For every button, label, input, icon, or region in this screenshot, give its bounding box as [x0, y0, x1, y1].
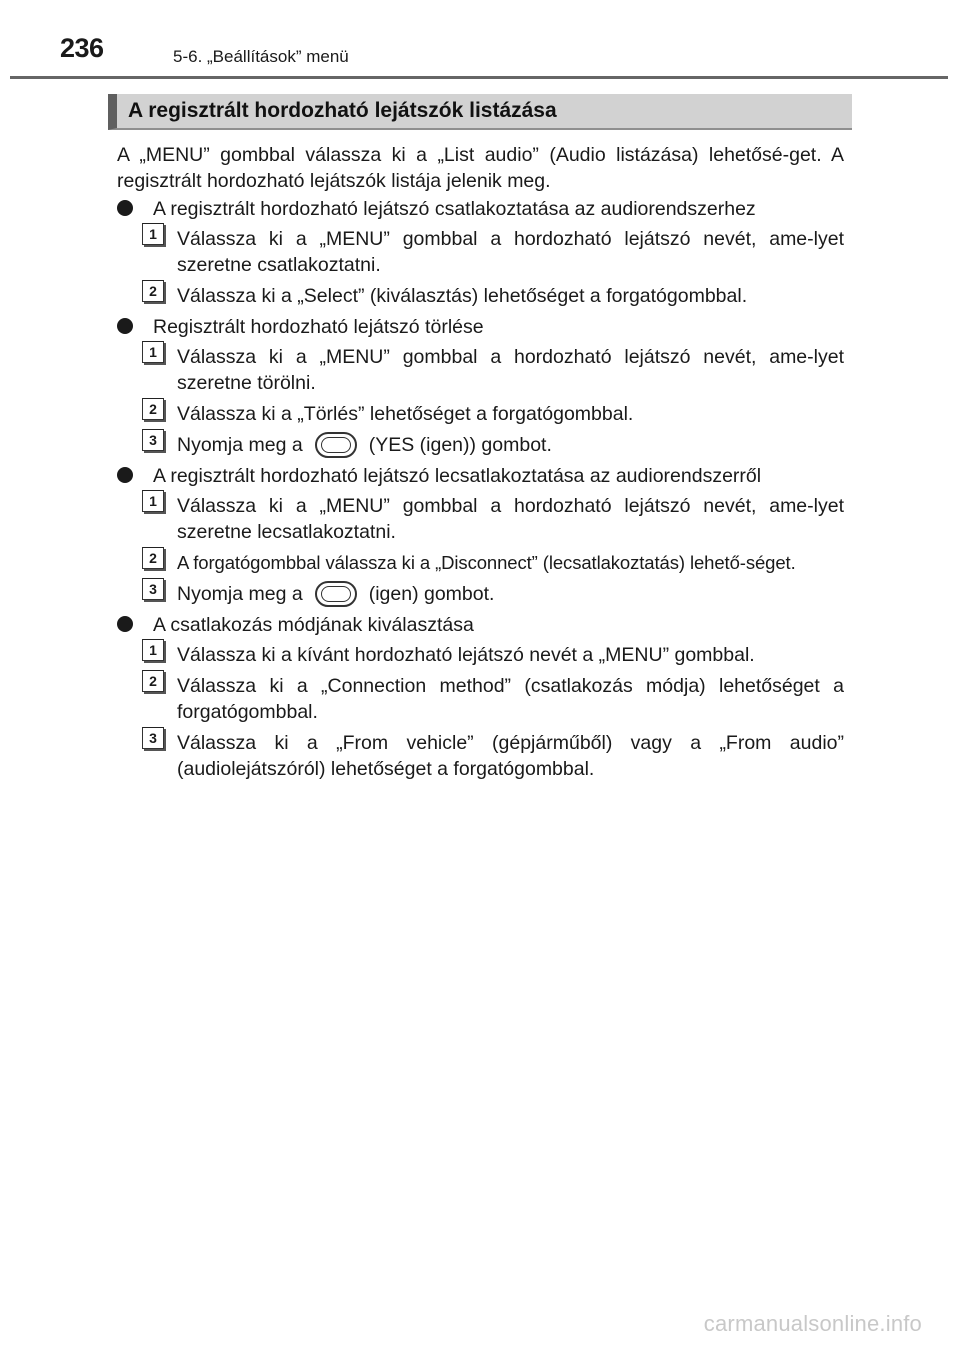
chapter-title: 5-6. „Beállítások” menü: [173, 47, 349, 66]
step: [117, 283, 844, 309]
content: [117, 142, 844, 787]
step-text: [177, 581, 844, 607]
step-number: 2: [142, 398, 164, 420]
step: [117, 344, 844, 396]
procedure-connection-method: [117, 612, 844, 782]
step: [117, 401, 844, 427]
step: [117, 493, 844, 545]
step-number: 1: [142, 341, 164, 363]
step-number: 3: [142, 578, 164, 600]
step: [117, 673, 844, 725]
watermark: carmanualsonline.info: [703, 1311, 922, 1336]
step-text: Válassza ki a „Törlés” lehetőséget a forgatógombbal.: [177, 403, 634, 425]
yes-button-icon: [315, 581, 357, 607]
yes-button-icon: [315, 432, 357, 458]
bullet-title: Regisztrált hordozható lejátszó törlése: [153, 316, 484, 338]
procedure-disconnect: [117, 463, 844, 607]
bullet-heading: [117, 463, 844, 489]
step-number: 1: [142, 490, 164, 512]
bullet-title: A regisztrált hordozható lejátszó lecsatlakoztatása az audiorendszerről: [153, 465, 762, 487]
step: [117, 730, 844, 782]
procedure-connect: [117, 196, 844, 309]
step: [117, 550, 844, 576]
step-text: Válassza ki a „MENU” gombbal a hordozható lejátszó nevét, ame-lyet szeretne csatlakoztatni.: [177, 228, 844, 276]
header-rule: [10, 76, 948, 79]
step-text: Válassza ki a „MENU” gombbal a hordozható lejátszó nevét, ame-lyet szeretne lecsatlakoztatni.: [177, 495, 844, 543]
bullet-heading: [117, 612, 844, 638]
intro-paragraph: A „MENU” gombbal válassza ki a „List audio” (Audio listázása) lehetősé-get. A regisztrált hordozható lejátszók listája jelenik meg.: [117, 144, 844, 192]
bullet-icon: [117, 467, 133, 483]
step: [117, 581, 844, 607]
step-text: Válassza ki a „MENU” gombbal a hordozható lejátszó nevét, ame-lyet szeretne törölni.: [177, 346, 844, 394]
step: [117, 226, 844, 278]
section-title: A regisztrált hordozható lejátszók listázása: [128, 99, 557, 122]
bullet-title: A regisztrált hordozható lejátszó csatlakoztatása az audiorendszerhez: [153, 198, 756, 220]
step-number: 3: [142, 727, 164, 749]
step-number: 2: [142, 547, 164, 569]
step: [117, 432, 844, 458]
step-number: 1: [142, 223, 164, 245]
page-number: 236: [60, 33, 104, 63]
step-text-after: (YES (igen)) gombot.: [368, 434, 552, 456]
step: [117, 642, 844, 668]
step-number: 2: [142, 280, 164, 302]
step-text-before: Nyomja meg a: [177, 434, 303, 456]
bullet-heading: [117, 196, 844, 222]
procedure-delete: [117, 314, 844, 458]
bullet-title: A csatlakozás módjának kiválasztása: [153, 614, 474, 636]
step-text: Válassza ki a „From vehicle” (gépjárműből) vagy a „From audio” (audiolejátszóról) lehetőséget a forgatógombbal.: [177, 732, 844, 780]
step-text: [177, 432, 844, 458]
step-text: Válassza ki a kívánt hordozható lejátszó nevét a „MENU” gombbal.: [177, 644, 755, 666]
step-number: 3: [142, 429, 164, 451]
step-text-before: Nyomja meg a: [177, 583, 303, 605]
step-text: Válassza ki a „Select” (kiválasztás) lehetőséget a forgatógombbal.: [177, 285, 748, 307]
step-text: A forgatógombbal válassza ki a „Disconnect” (lecsatlakoztatás) lehető-séget.: [177, 552, 796, 573]
step-text-after: (igen) gombot.: [368, 583, 495, 605]
step-text: Válassza ki a „Connection method” (csatlakozás módja) lehetőséget a forgatógombbal.: [177, 675, 844, 723]
bullet-icon: [117, 200, 133, 216]
step-number: 2: [142, 670, 164, 692]
bullet-icon: [117, 318, 133, 334]
section-heading: [108, 94, 852, 130]
step-number: 1: [142, 639, 164, 661]
bullet-heading: [117, 314, 844, 340]
bullet-icon: [117, 616, 133, 632]
